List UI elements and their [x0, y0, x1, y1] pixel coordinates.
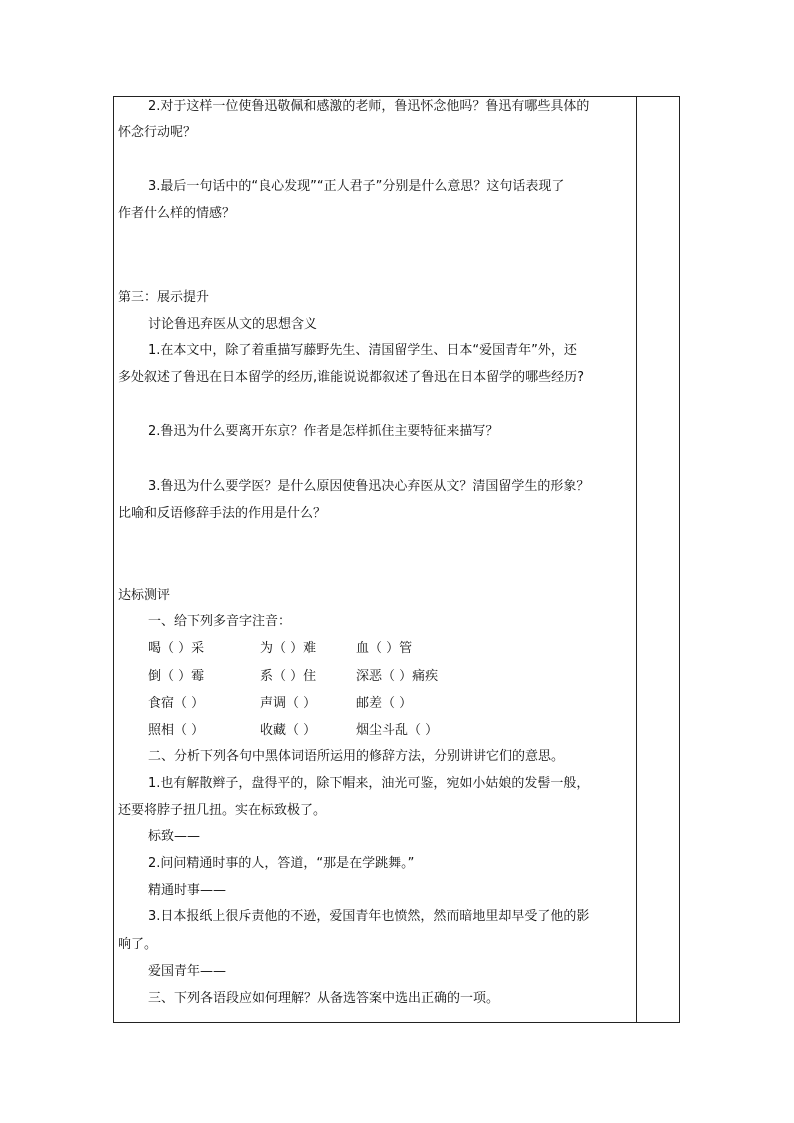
- table-column-divider: [636, 96, 637, 1023]
- q2-line2: 怀念行动呢？: [118, 125, 197, 140]
- p2-q3-answer: 爱国青年——: [148, 964, 227, 979]
- pinyin-item: 烟尘斗乱（ ）: [356, 723, 439, 738]
- part1-title: 一、给下列多音字注音：: [148, 614, 292, 629]
- pinyin-item: 喝（ ）采: [148, 641, 205, 656]
- discuss-topic: 讨论鲁迅弃医从文的思想含义: [148, 317, 318, 332]
- pinyin-item: 照相（ ）: [148, 723, 205, 738]
- s3-q2: 2.鲁迅为什么要离开东京？作者是怎样抓住主要特征来描写？: [148, 424, 499, 439]
- s3-q3-line1: 3.鲁迅为什么要学医？是什么原因使鲁迅决心弃医从文？清国留学生的形象？: [148, 479, 590, 494]
- p2-q1-line2: 还要将脖子扭几扭。实在标致极了。: [118, 803, 327, 818]
- s3-q3-line2: 比喻和反语修辞手法的作用是什么？: [118, 506, 327, 521]
- pinyin-item: 邮差（ ）: [356, 696, 413, 711]
- q3-line2: 作者什么样的情感？: [118, 206, 236, 221]
- p2-q2: 2.问问精通时事的人，答道，“那是在学跳舞。”: [148, 856, 415, 871]
- pinyin-item: 深恶（ ）痛疾: [356, 669, 439, 684]
- section3-title: 第三：展示提升: [118, 290, 210, 305]
- pinyin-item: 为（ ）难: [260, 641, 317, 656]
- pinyin-item: 系（ ）住: [260, 669, 317, 684]
- q3-line1: 3.最后一句话中的“良心发现”“正人君子”分别是什么意思？这句话表现了: [148, 179, 565, 194]
- pinyin-item: 声调（ ）: [260, 696, 317, 711]
- p2-q3-line1: 3.日本报纸上很斥责他的不逊，爱国青年也愤然，然而暗地里却早受了他的影: [148, 909, 590, 924]
- pinyin-row: [148, 640, 486, 658]
- pinyin-row: [148, 668, 486, 686]
- s3-q1-line1: 1.在本文中，除了着重描写藤野先生、清国留学生、日本“爱国青年”外，还: [148, 343, 577, 358]
- pinyin-row: [148, 695, 486, 713]
- s3-q1-line2: 多处叙述了鲁迅在日本留学的经历,谁能说说都叙述了鲁迅在日本留学的哪些经历?: [118, 370, 585, 385]
- pinyin-item: 食宿（ ）: [148, 696, 205, 711]
- part3-title: 三、下列各语段应如何理解？从备选答案中选出正确的一项。: [148, 991, 500, 1006]
- pinyin-item: 倒（ ）霉: [148, 669, 205, 684]
- part2-title: 二、分析下列各句中黑体词语所运用的修辞方法，分别讲讲它们的意思。: [148, 749, 565, 764]
- p2-q1-line1: 1.也有解散辫子，盘得平的，除下帽来，油光可鉴，宛如小姑娘的发髻一般，: [148, 776, 590, 791]
- pinyin-item: 收藏（ ）: [260, 723, 317, 738]
- p2-q3-line2: 响了。: [118, 937, 158, 952]
- pinyin-item: 血（ ）管: [356, 641, 413, 656]
- pinyin-row: [148, 722, 486, 740]
- q2-line1: 2.对于这样一位使鲁迅敬佩和感激的老师，鲁迅怀念他吗？鲁迅有哪些具体的: [148, 99, 590, 114]
- assess-title: 达标测评: [118, 588, 171, 603]
- p2-q1-answer: 标致——: [148, 829, 201, 844]
- p2-q2-answer: 精通时事——: [148, 883, 227, 898]
